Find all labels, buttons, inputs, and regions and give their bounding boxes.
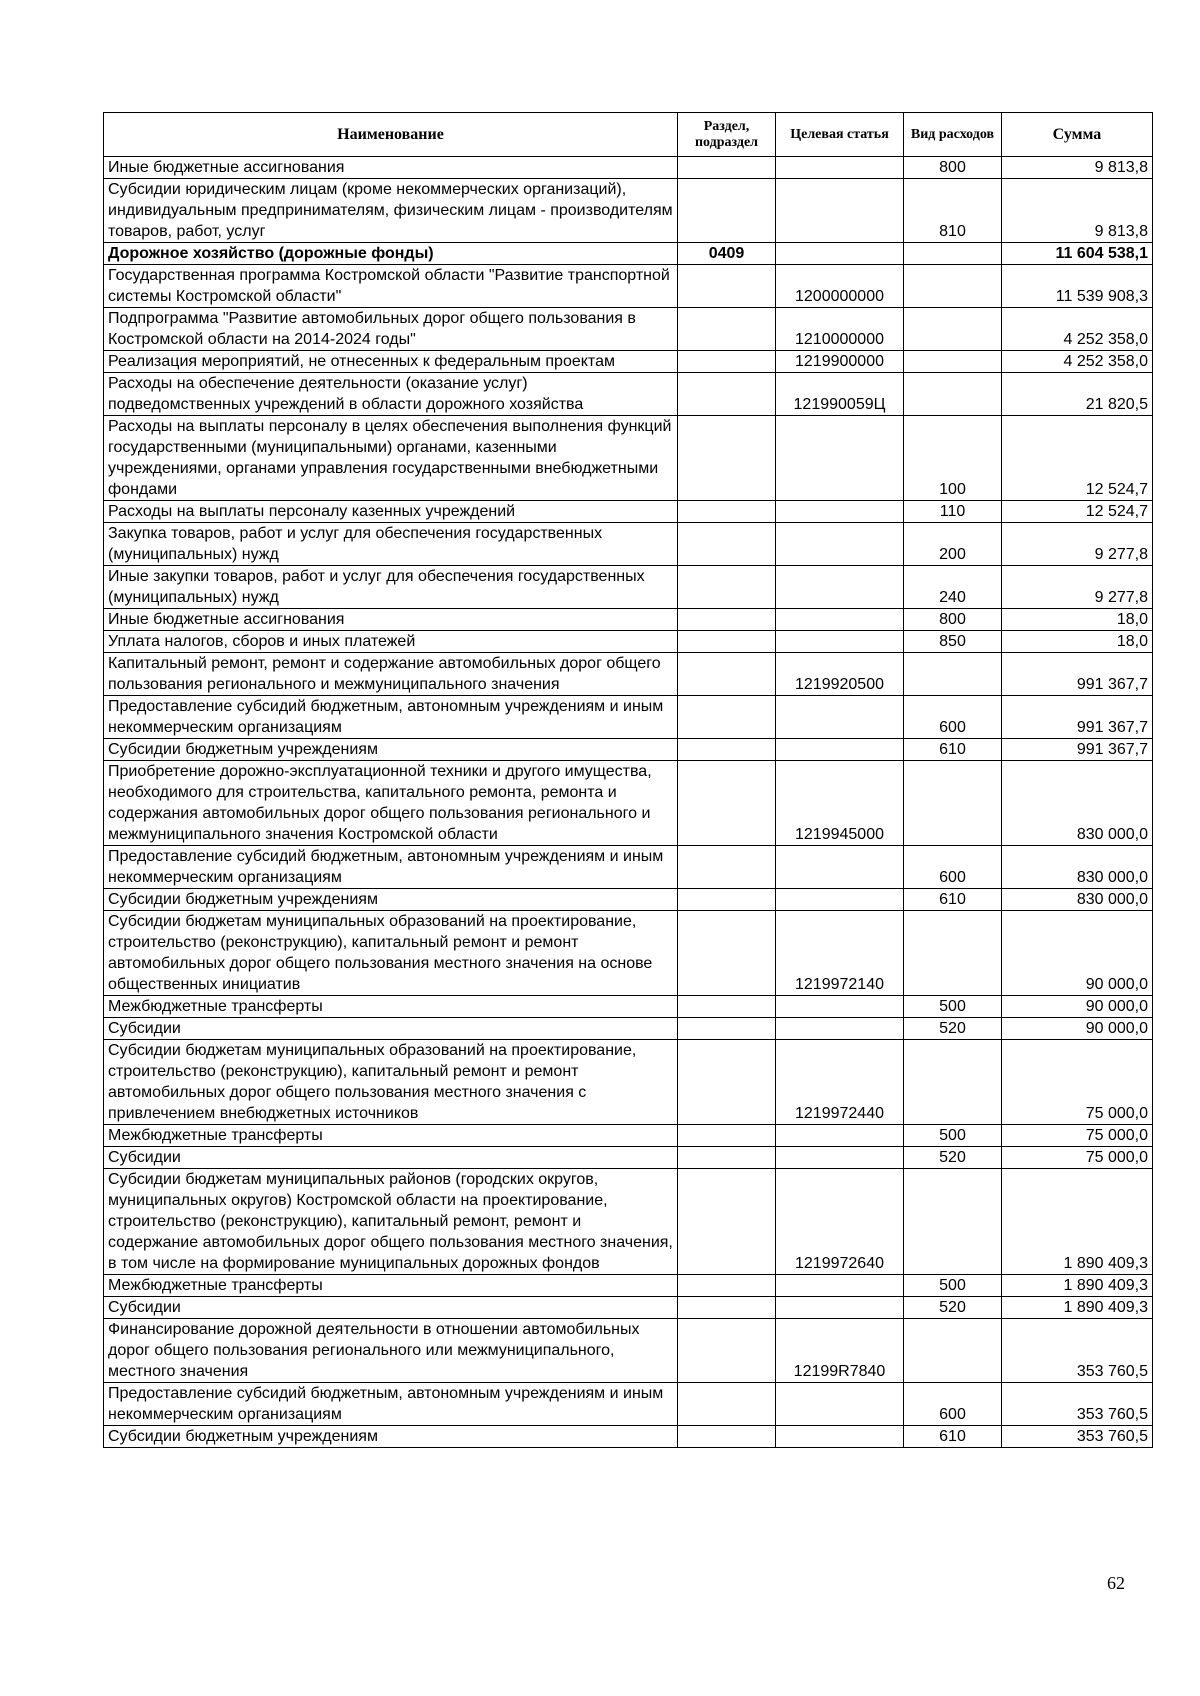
cell-name: Предоставление субсидий бюджетным, автономным учреждениям и иным некоммерческим организациям [104, 846, 678, 889]
table-row [104, 416, 1153, 501]
cell-name: Государственная программа Костромской области "Развитие транспортной системы Костромской области" [104, 265, 678, 308]
cell-name: Дорожное хозяйство (дорожные фонды) [104, 243, 678, 265]
cell-kind: 610 [904, 739, 1002, 761]
cell-kind: 520 [904, 1147, 1002, 1169]
cell-sum: 9 277,8 [1002, 566, 1153, 609]
table-row [104, 179, 1153, 243]
cell-article [776, 566, 904, 609]
table-row [104, 566, 1153, 609]
cell-article [776, 631, 904, 653]
cell-sum: 18,0 [1002, 631, 1153, 653]
table-row [104, 351, 1153, 373]
cell-article [776, 1297, 904, 1319]
cell-name: Межбюджетные трансферты [104, 1125, 678, 1147]
cell-name: Субсидии бюджетным учреждениям [104, 739, 678, 761]
cell-kind: 100 [904, 416, 1002, 501]
table-row [104, 1125, 1153, 1147]
cell-section [678, 179, 776, 243]
cell-article: 1219972140 [776, 911, 904, 996]
cell-article [776, 416, 904, 501]
cell-name: Субсидии [104, 1297, 678, 1319]
cell-article [776, 243, 904, 265]
header-name: Наименование [104, 113, 678, 157]
budget-table [103, 112, 1153, 1448]
cell-sum: 353 760,5 [1002, 1383, 1153, 1426]
cell-section [678, 1040, 776, 1125]
table-row [104, 761, 1153, 846]
cell-article [776, 1125, 904, 1147]
cell-kind: 500 [904, 1125, 1002, 1147]
cell-sum: 1 890 409,3 [1002, 1275, 1153, 1297]
cell-section [678, 566, 776, 609]
header-article: Целевая статья [776, 113, 904, 157]
cell-sum: 830 000,0 [1002, 889, 1153, 911]
cell-name: Предоставление субсидий бюджетным, автономным учреждениям и иным некоммерческим организациям [104, 696, 678, 739]
cell-section [678, 351, 776, 373]
cell-sum: 90 000,0 [1002, 1018, 1153, 1040]
cell-kind: 810 [904, 179, 1002, 243]
cell-article [776, 696, 904, 739]
cell-section [678, 157, 776, 179]
cell-kind: 500 [904, 1275, 1002, 1297]
cell-name: Субсидии бюджетам муниципальных образований на проектирование, строительство (реконструкцию), капитальный ремонт и ремонт автомобильных дорог общего пользования местного значения на основе общественных инициатив [104, 911, 678, 996]
cell-article [776, 1147, 904, 1169]
cell-sum: 90 000,0 [1002, 996, 1153, 1018]
cell-name: Реализация мероприятий, не отнесенных к федеральным проектам [104, 351, 678, 373]
cell-kind [904, 243, 1002, 265]
cell-section [678, 308, 776, 351]
cell-sum: 11 539 908,3 [1002, 265, 1153, 308]
table-row [104, 308, 1153, 351]
table-row [104, 1297, 1153, 1319]
table-header-row [104, 113, 1153, 157]
cell-kind: 600 [904, 1383, 1002, 1426]
cell-article [776, 889, 904, 911]
cell-name: Иные закупки товаров, работ и услуг для обеспечения государственных (муниципальных) нужд [104, 566, 678, 609]
cell-name: Иные бюджетные ассигнования [104, 609, 678, 631]
cell-sum: 75 000,0 [1002, 1125, 1153, 1147]
cell-kind: 610 [904, 889, 1002, 911]
table-row [104, 373, 1153, 416]
cell-section: 0409 [678, 243, 776, 265]
cell-article: 1219972440 [776, 1040, 904, 1125]
cell-name: Расходы на выплаты персоналу в целях обеспечения выполнения функций государственными (муниципальными) органами, казенными учреждениями, органами управления государственными внебюджетными фондами [104, 416, 678, 501]
header-kind: Вид расходов [904, 113, 1002, 157]
cell-sum: 21 820,5 [1002, 373, 1153, 416]
cell-article: 1219920500 [776, 653, 904, 696]
cell-sum: 11 604 538,1 [1002, 243, 1153, 265]
cell-name: Субсидии бюджетным учреждениям [104, 1426, 678, 1448]
cell-kind [904, 1319, 1002, 1383]
cell-sum: 991 367,7 [1002, 739, 1153, 761]
cell-kind: 850 [904, 631, 1002, 653]
cell-kind: 610 [904, 1426, 1002, 1448]
cell-sum: 830 000,0 [1002, 761, 1153, 846]
cell-name: Субсидии бюджетным учреждениям [104, 889, 678, 911]
page-number: 62 [1107, 1573, 1125, 1593]
cell-article [776, 523, 904, 566]
cell-article [776, 1383, 904, 1426]
cell-name: Межбюджетные трансферты [104, 1275, 678, 1297]
cell-kind: 520 [904, 1297, 1002, 1319]
cell-article: 121990059Ц [776, 373, 904, 416]
cell-section [678, 653, 776, 696]
table-row [104, 846, 1153, 889]
table-row [104, 1383, 1153, 1426]
cell-name: Субсидии бюджетам муниципальных районов (городских округов, муниципальных округов) Костромской области на проектирование, строительство (реконструкцию), капитальный ремонт, ремонт и содержание автомобильных дорог общего пользования местного значения, в том числе на формирование муниципальных дорожных фондов [104, 1169, 678, 1275]
table-row [104, 1040, 1153, 1125]
cell-article: 1219972640 [776, 1169, 904, 1275]
cell-section [678, 1319, 776, 1383]
cell-kind [904, 911, 1002, 996]
cell-sum: 12 524,7 [1002, 416, 1153, 501]
cell-article [776, 609, 904, 631]
cell-article: 12199R7840 [776, 1319, 904, 1383]
table-body [104, 157, 1153, 1448]
cell-kind: 110 [904, 501, 1002, 523]
cell-name: Субсидии [104, 1147, 678, 1169]
cell-section [678, 609, 776, 631]
cell-kind [904, 653, 1002, 696]
cell-name: Капитальный ремонт, ремонт и содержание автомобильных дорог общего пользования регионального и межмуниципального значения [104, 653, 678, 696]
cell-sum: 353 760,5 [1002, 1426, 1153, 1448]
cell-kind: 500 [904, 996, 1002, 1018]
cell-name: Уплата налогов, сборов и иных платежей [104, 631, 678, 653]
cell-name: Приобретение дорожно-эксплуатационной техники и другого имущества, необходимого для строительства, капитального ремонта, ремонта и содержания автомобильных дорог общего пользования регионального и межмуниципального значения Костромской области [104, 761, 678, 846]
cell-name: Расходы на выплаты персоналу казенных учреждений [104, 501, 678, 523]
cell-article [776, 739, 904, 761]
cell-kind [904, 373, 1002, 416]
cell-name: Субсидии бюджетам муниципальных образований на проектирование, строительство (реконструкцию), капитальный ремонт и ремонт автомобильных дорог общего пользования местного значения с привлечением внебюджетных источников [104, 1040, 678, 1125]
cell-section [678, 373, 776, 416]
cell-section [678, 846, 776, 889]
table-row [104, 1275, 1153, 1297]
table-row [104, 1018, 1153, 1040]
cell-article [776, 157, 904, 179]
cell-section [678, 761, 776, 846]
cell-section [678, 1297, 776, 1319]
cell-kind [904, 351, 1002, 373]
cell-section [678, 1169, 776, 1275]
cell-section [678, 1147, 776, 1169]
cell-article [776, 996, 904, 1018]
cell-article [776, 1018, 904, 1040]
cell-sum: 9 277,8 [1002, 523, 1153, 566]
table-row [104, 1319, 1153, 1383]
table-row [104, 157, 1153, 179]
cell-name: Расходы на обеспечение деятельности (оказание услуг) подведомственных учреждений в области дорожного хозяйства [104, 373, 678, 416]
cell-section [678, 911, 776, 996]
cell-section [678, 523, 776, 566]
cell-article: 1219945000 [776, 761, 904, 846]
table-row [104, 1426, 1153, 1448]
table-row [104, 696, 1153, 739]
cell-name: Иные бюджетные ассигнования [104, 157, 678, 179]
cell-name: Финансирование дорожной деятельности в отношении автомобильных дорог общего пользования регионального или межмуниципального, местного значения [104, 1319, 678, 1383]
table-row [104, 889, 1153, 911]
table-row [104, 996, 1153, 1018]
cell-article: 1200000000 [776, 265, 904, 308]
cell-name: Субсидии [104, 1018, 678, 1040]
cell-article [776, 501, 904, 523]
cell-section [678, 696, 776, 739]
cell-kind [904, 308, 1002, 351]
cell-section [678, 416, 776, 501]
cell-section [678, 1426, 776, 1448]
cell-section [678, 996, 776, 1018]
cell-sum: 991 367,7 [1002, 653, 1153, 696]
table-row [104, 609, 1153, 631]
cell-sum: 18,0 [1002, 609, 1153, 631]
cell-section [678, 1018, 776, 1040]
cell-section [678, 1125, 776, 1147]
table-row [104, 265, 1153, 308]
cell-kind: 600 [904, 846, 1002, 889]
cell-section [678, 631, 776, 653]
cell-kind [904, 265, 1002, 308]
cell-sum: 353 760,5 [1002, 1319, 1153, 1383]
cell-kind: 600 [904, 696, 1002, 739]
table-row [104, 501, 1153, 523]
table-row [104, 653, 1153, 696]
cell-sum: 4 252 358,0 [1002, 351, 1153, 373]
cell-name: Предоставление субсидий бюджетным, автономным учреждениям и иным некоммерческим организациям [104, 1383, 678, 1426]
cell-kind [904, 761, 1002, 846]
cell-kind [904, 1040, 1002, 1125]
cell-article [776, 1275, 904, 1297]
table-row [104, 631, 1153, 653]
cell-sum: 1 890 409,3 [1002, 1169, 1153, 1275]
cell-sum: 75 000,0 [1002, 1147, 1153, 1169]
cell-sum: 991 367,7 [1002, 696, 1153, 739]
cell-sum: 1 890 409,3 [1002, 1297, 1153, 1319]
table-row [104, 1147, 1153, 1169]
cell-sum: 9 813,8 [1002, 157, 1153, 179]
table-row [104, 739, 1153, 761]
cell-sum: 75 000,0 [1002, 1040, 1153, 1125]
cell-article: 1210000000 [776, 308, 904, 351]
cell-name: Субсидии юридическим лицам (кроме некоммерческих организаций), индивидуальным предпринимателям, физическим лицам - производителям товаров, работ, услуг [104, 179, 678, 243]
cell-article [776, 1426, 904, 1448]
cell-sum: 12 524,7 [1002, 501, 1153, 523]
cell-sum: 4 252 358,0 [1002, 308, 1153, 351]
header-sum: Сумма [1002, 113, 1153, 157]
table-row [104, 911, 1153, 996]
cell-sum: 9 813,8 [1002, 179, 1153, 243]
cell-name: Закупка товаров, работ и услуг для обеспечения государственных (муниципальных) нужд [104, 523, 678, 566]
cell-kind: 520 [904, 1018, 1002, 1040]
cell-section [678, 1275, 776, 1297]
cell-article [776, 179, 904, 243]
cell-kind: 800 [904, 609, 1002, 631]
table-row [104, 1169, 1153, 1275]
cell-kind [904, 1169, 1002, 1275]
cell-section [678, 739, 776, 761]
cell-name: Подпрограмма "Развитие автомобильных дорог общего пользования в Костромской области на 2014-2024 годы" [104, 308, 678, 351]
cell-section [678, 889, 776, 911]
cell-section [678, 265, 776, 308]
cell-article: 1219900000 [776, 351, 904, 373]
cell-section [678, 1383, 776, 1426]
cell-sum: 830 000,0 [1002, 846, 1153, 889]
cell-article [776, 846, 904, 889]
cell-kind: 800 [904, 157, 1002, 179]
table-row [104, 523, 1153, 566]
cell-kind: 240 [904, 566, 1002, 609]
cell-sum: 90 000,0 [1002, 911, 1153, 996]
cell-name: Межбюджетные трансферты [104, 996, 678, 1018]
table-row [104, 243, 1153, 265]
header-section: Раздел, подраздел [678, 113, 776, 157]
cell-kind: 200 [904, 523, 1002, 566]
cell-section [678, 501, 776, 523]
